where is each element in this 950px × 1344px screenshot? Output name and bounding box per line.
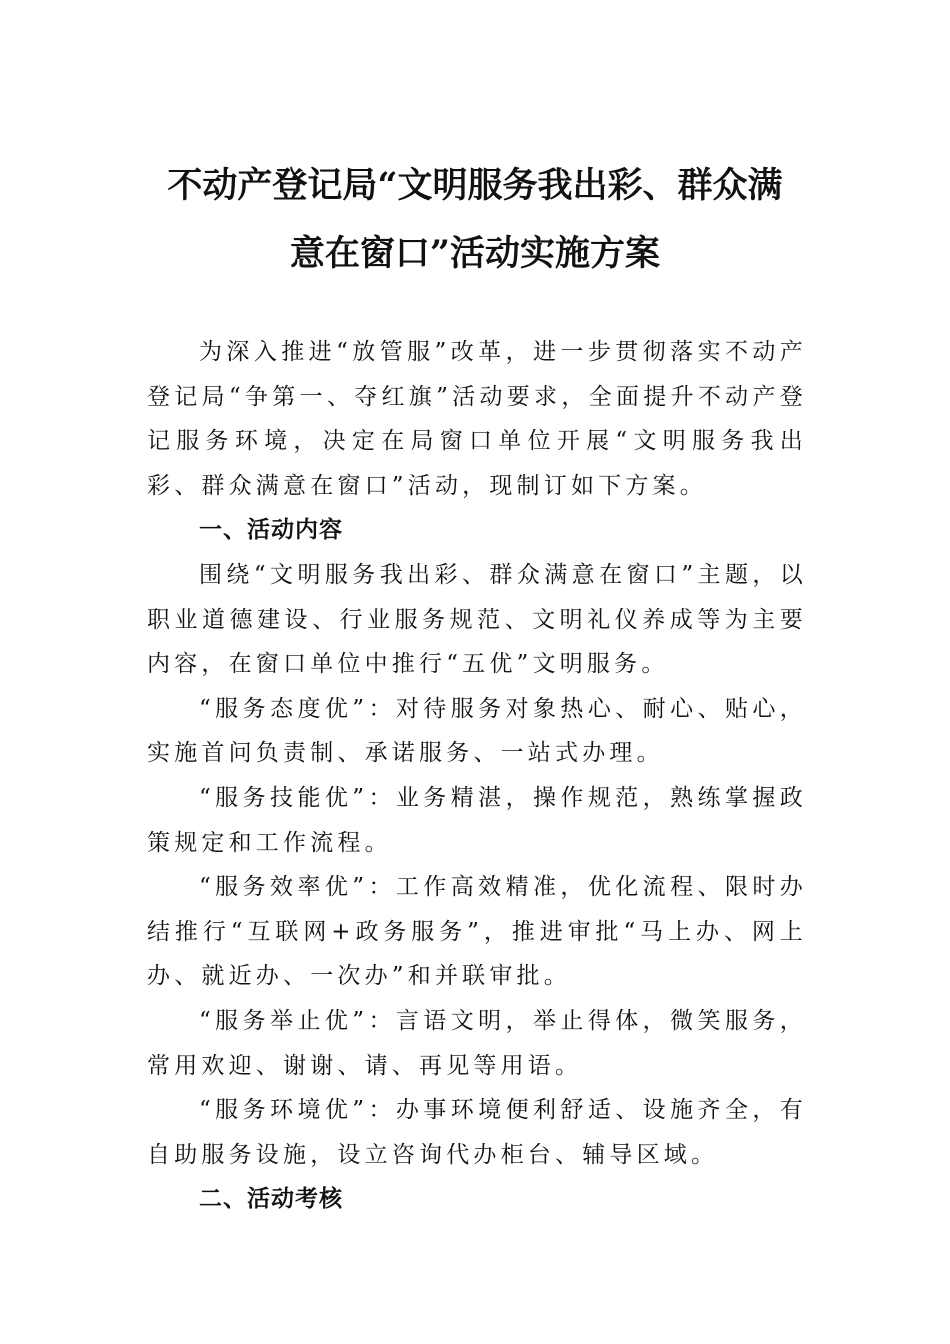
item-service-skill: “服务技能优”：业务精湛，操作规范，熟练掌握政策规定和工作流程。 xyxy=(147,784,807,856)
document-title-line-2: 意在窗口”活动实施方案 xyxy=(289,233,661,274)
item-service-environment: “服务环境优”：办事环境便利舒适、设施齐全，有自助服务设施，设立咨询代办柜台、辅导区域。 xyxy=(147,1097,807,1168)
section-content-paragraph: 围绕“文明服务我出彩、群众满意在窗口”主题，以职业道德建设、行业服务规范、文明礼仪养成等为主要内容，在窗口单位中推行“五优”文明服务。 xyxy=(147,561,807,678)
intro-paragraph: 为深入推进“放管服”改革，进一步贯彻落实不动产登记局“争第一、夺红旗”活动要求，全面提升不动产登记服务环境，决定在局窗口单位开展“文明服务我出彩、群众满意在窗口”活动，现制订如下方案。 xyxy=(147,339,807,499)
section-heading-assessment: 二、活动考核 xyxy=(199,1186,343,1213)
section-heading-content: 一、活动内容 xyxy=(199,517,343,544)
document-body xyxy=(147,330,807,1222)
document-title-line-1: 不动产登记局“文明服务我出彩、群众满 xyxy=(167,165,783,206)
item-service-attitude: “服务态度优”：对待服务对象热心、耐心、贴心，实施首问负责制、承诺服务、一站式办理。 xyxy=(147,695,807,767)
item-service-efficiency: “服务效率优”：工作高效精准，优化流程、限时办结推行“互联网+政务服务”，推进审批“马上办、网上办、就近办、一次办”和并联审批。 xyxy=(147,874,807,990)
item-service-conduct: “服务举止优”：言语文明，举止得体，微笑服务，常用欢迎、谢谢、请、再见等用语。 xyxy=(147,1007,807,1079)
